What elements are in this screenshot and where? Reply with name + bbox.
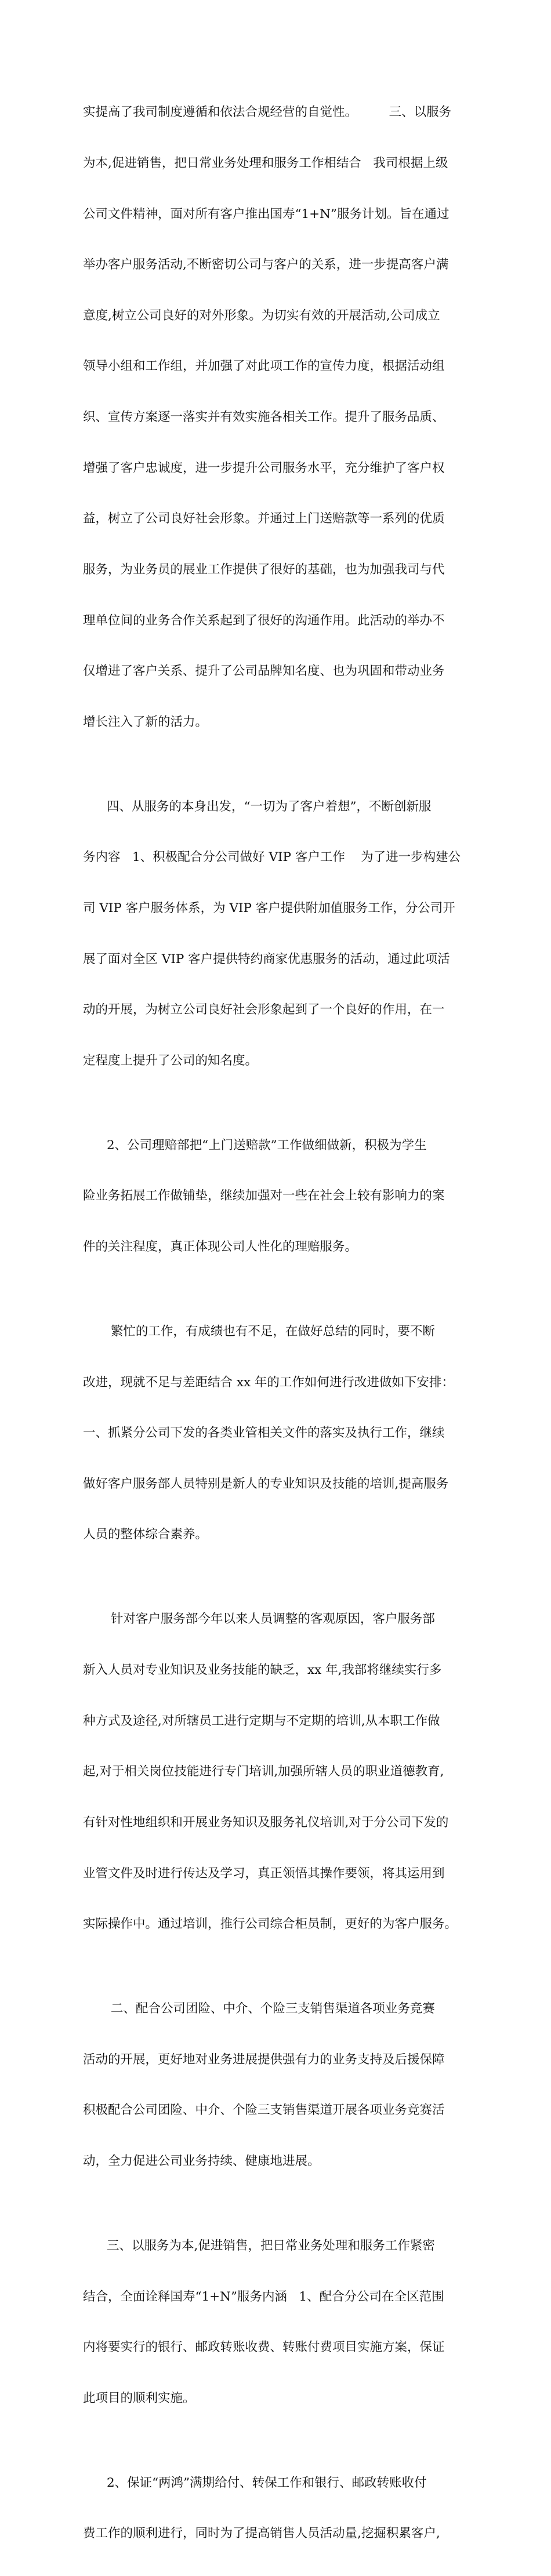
text-line: 织、宣传方案逐一落实并有效实施各相关工作。提升了服务品质、 [83, 410, 445, 425]
text-line: 为本,促进销售，把日常业务处理和服务工作相结合 我司根据上级 [83, 156, 448, 171]
text-line: 司 VIP 客户服务体系，为 VIP 客户提供附加值服务工作，分公司开 [83, 900, 455, 915]
paragraph-4 [83, 1289, 468, 1577]
text-line: 内将要实行的银行、邮政转账收费、转账付费项目实施方案，保证 [83, 2340, 445, 2355]
paragraph-7 [83, 2204, 468, 2441]
text-line: 业管文件及时进行传达及学习，真正领悟其操作要领，将其运用到 [83, 1866, 445, 1881]
text-line: 此项目的顺利实施。 [83, 2390, 195, 2406]
text-line: 定程度上提升了公司的知名度。 [83, 1053, 258, 1068]
text-line: 领导小组和工作组，并加强了对此项工作的宣传力度，根据活动组 [83, 359, 445, 374]
paragraph-3 [83, 1103, 468, 1289]
text-line: 实际操作中。通过培训，推行公司综合柜员制，更好的为客户服务。 [83, 1917, 458, 1932]
text-line: 费工作的顺利进行，同时为了提高销售人员活动量,挖掘积累客户, [83, 2526, 440, 2541]
text-line: 展了面对全区 VIP 客户提供特约商家优惠服务的活动，通过此项活 [83, 951, 450, 967]
text-line: 件的关注程度，真正体现公司人性化的理赔服务。 [83, 1240, 358, 1255]
paragraph-5 [83, 1577, 468, 1967]
text-line: 一、抓紧分公司下发的各类业管相关文件的落实及执行工作，继续 [83, 1426, 445, 1441]
text-line: 理单位间的业务合作关系起到了很好的沟通作用。此活动的举办不 [83, 613, 445, 628]
text-line: 险业务拓展工作做铺垫，继续加强对一些在社会上较有影响力的案 [83, 1189, 445, 1204]
text-line: 结合，全面诠释国寿“1+N”服务内涵 1、配合分公司在全区范围 [83, 2289, 444, 2304]
text-line: 仅增进了客户关系、提升了公司品牌知名度、也为巩固和带动业务 [83, 664, 445, 679]
text-line: 活动的开展，更好地对业务进展提供强有力的业务支持及后援保障 [83, 2052, 445, 2067]
text-line: 意度,树立公司良好的对外形象。为切实有效的开展活动,公司成立 [83, 308, 440, 323]
text-line: 实提高了我司制度遵循和依法合规经营的自觉性。 三、以服务 [83, 105, 452, 120]
text-line: 起,对于相关岗位技能进行专门培训,加强所辖人员的职业道德教育, [83, 1764, 444, 1779]
text-line: 做好客户服务部人员特别是新人的专业知识及技能的培训,提高服务 [83, 1476, 449, 1491]
text-line: 动的开展，为树立公司良好社会形象起到了一个良好的作用，在一 [83, 1002, 445, 1018]
text-line: 公司文件精神，面对所有客户推出国寿“1+N”服务计划。旨在通过 [83, 206, 449, 221]
text-line: 改进，现就不足与差距结合 xx 年的工作如何进行改进做如下安排： [83, 1375, 454, 1390]
text-line: 2、公司理赔部把“上门送赔款”工作做细做新，积极为学生 [83, 1138, 427, 1153]
paragraph-6 [83, 1967, 468, 2204]
text-line: 种方式及途径,对所辖员工进行定期与不定期的培训,从本职工作做 [83, 1713, 440, 1728]
text-line: 三、以服务为本,促进销售，把日常业务处理和服务工作紧密 [83, 2239, 435, 2253]
text-line: 益，树立了公司良好社会形象。并通过上门送赔款等一系列的优质 [83, 511, 445, 526]
text-line: 有针对性地组织和开展业务知识及服务礼仪培训,对于分公司下发的 [83, 1815, 449, 1830]
text-line: 新入人员对专业知识及业务技能的缺乏，xx 年,我部将继续实行多 [83, 1663, 442, 1678]
paragraph-2 [83, 764, 468, 1103]
text-line: 人员的整体综合素养。 [83, 1527, 208, 1542]
paragraph-1 [83, 70, 468, 764]
text-line: 繁忙的工作，有成绩也有不足，在做好总结的同时，要不断 [83, 1324, 435, 1339]
document-page [83, 70, 468, 2576]
text-line: 动，全力促进公司业务持续、健康地进展。 [83, 2153, 320, 2168]
text-line: 针对客户服务部今年以来人员调整的客观原因，客户服务部 [83, 1612, 435, 1627]
paragraph-8 [83, 2440, 468, 2576]
text-line: 务内容 1、积极配合分公司做好 VIP 客户工作 为了进一步构建公 [83, 850, 461, 865]
text-line: 二、配合公司团险、中介、个险三支销售渠道各项业务竞赛 [83, 2001, 435, 2017]
text-line: 举办客户服务活动,不断密切公司与客户的关系，进一步提高客户满 [83, 257, 449, 273]
text-line: 增强了客户忠诚度，进一步提升公司服务水平，充分维护了客户权 [83, 460, 445, 475]
text-line: 增长注入了新的活力。 [83, 714, 208, 729]
text-line: 2、保证“两鸿”满期给付、转保工作和银行、邮政转账收付 [83, 2475, 427, 2490]
text-line: 四、从服务的本身出发，“一切为了客户着想”，不断创新服 [83, 799, 432, 814]
text-line: 服务，为业务员的展业工作提供了很好的基础，也为加强我司与代 [83, 562, 445, 577]
text-line: 积极配合公司团险、中介、个险三支销售渠道开展各项业务竞赛活 [83, 2103, 445, 2118]
